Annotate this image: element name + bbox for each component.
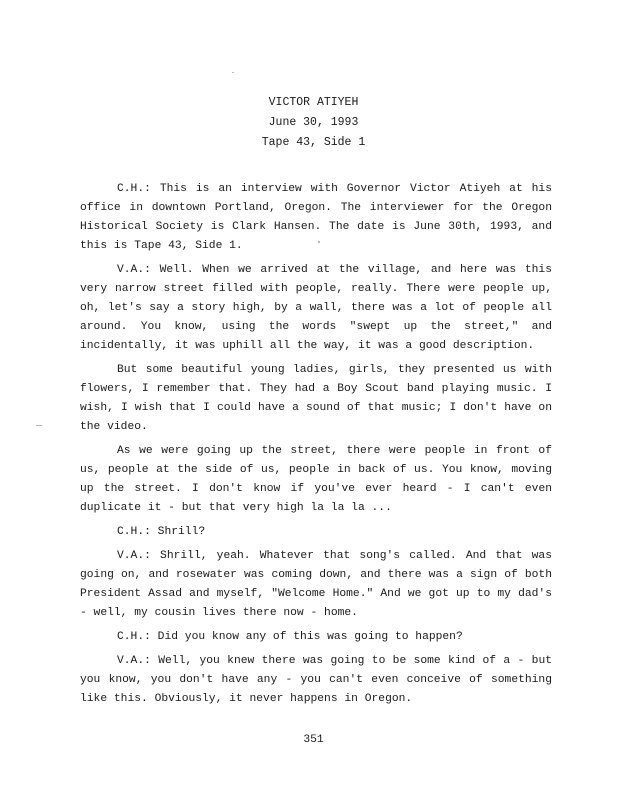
interviewee-name: VICTOR ATIYEH xyxy=(268,96,359,109)
transcript-paragraph: As we were going up the street, there were people in front of us, people at the side of us, people in back of us. You know, moving up the street. I don't know if you've ever heard - I can't even duplicate it - but that very high la la la ... xyxy=(80,445,552,514)
interview-date: June 30, 1993 xyxy=(268,116,359,129)
transcript-body xyxy=(80,180,552,714)
transcript-paragraph: V.A.: Shrill, yeah. Whatever that song's called. And that was going on, and rosewater was coming down, and there was a sign of both President Assad and myself, "Welcome Home." And we got up to my dad's - well, my cousin lives there now - home. xyxy=(80,550,552,619)
page-number: 351 xyxy=(303,734,324,746)
tape-info: Tape 43, Side 1 xyxy=(261,136,366,149)
scan-speck xyxy=(318,241,320,243)
transcript-paragraph: V.A.: Well, you knew there was going to be some kind of a - but you know, you don't have any - you can't even conceive of something like this. Obviously, it never happens in Oregon. xyxy=(80,655,552,705)
transcript-paragraph: V.A.: Well. When we arrived at the village, and here was this very narrow street filled with people, really. There were people up, oh, let's say a story high, by a wall, there was a lot of people all around. You know, using the words "swept up the street," and incidentally, it was uphill all the way, it was a good description. xyxy=(80,264,552,352)
transcript-paragraph: C.H.: This is an interview with Governor Victor Atiyeh at his office in downtown Portland, Oregon. The interviewer for the Oregon Historical Society is Clark Hansen. The date is June 30th, 1993, and this is Tape 43, Side 1. xyxy=(80,183,552,252)
transcript-paragraph: But some beautiful young ladies, girls, they presented us with flowers, I remember that. They had a Boy Scout band playing music. I wish, I wish that I could have a sound of that music; I don't have on the video. xyxy=(80,364,552,433)
transcript-paragraph: C.H.: Did you know any of this was going to happen? xyxy=(117,631,463,643)
transcript-paragraph: C.H.: Shrill? xyxy=(117,526,206,538)
scan-speck xyxy=(232,72,234,73)
scan-speck xyxy=(36,425,42,426)
